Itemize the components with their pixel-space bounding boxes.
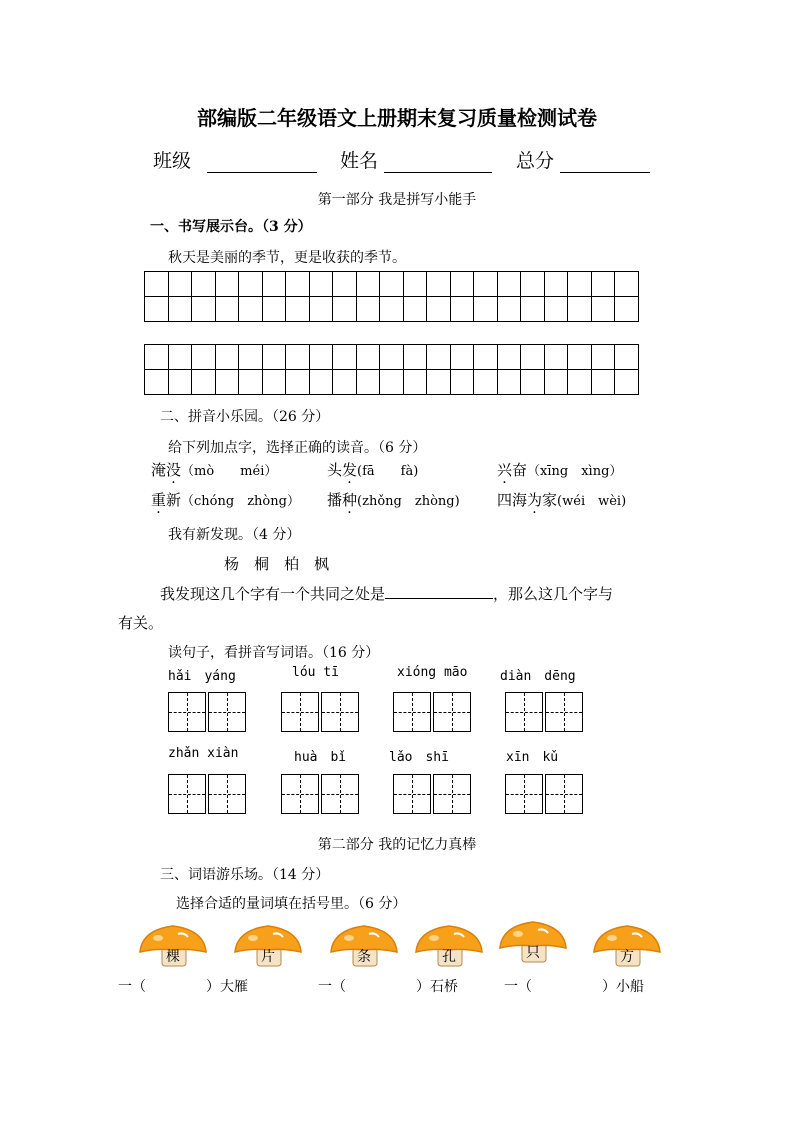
tree-characters: 杨 桐 柏 枫 xyxy=(224,555,330,573)
class-blank[interactable] xyxy=(207,154,317,173)
name-label: 姓名 xyxy=(340,150,379,172)
dotted-character: 为 xyxy=(527,491,543,509)
mushroom-icon xyxy=(233,924,303,964)
discover-text-b: ，那么这几个字与 xyxy=(493,585,614,603)
class-field xyxy=(153,146,317,173)
blank-3-prefix: 一（ xyxy=(504,979,532,995)
mushroom-icon xyxy=(592,924,662,964)
measure-word[interactable]: 孔 xyxy=(442,949,456,965)
grid-cell[interactable] xyxy=(568,345,592,370)
tian-box-6[interactable] xyxy=(281,774,359,814)
grid-cell[interactable] xyxy=(615,345,639,370)
grid-cell[interactable] xyxy=(403,370,427,395)
section2-q2: 我有新发现。（4 分） xyxy=(168,527,301,543)
grid-cell[interactable] xyxy=(474,272,498,297)
grid-cell[interactable] xyxy=(168,370,192,395)
score-blank[interactable] xyxy=(560,154,650,173)
mushroom-icon xyxy=(414,924,484,964)
word-text: 家 xyxy=(542,491,558,509)
pronunciation-options[interactable]: (wéi wèi) xyxy=(557,494,627,509)
grid-cell[interactable] xyxy=(262,272,286,297)
measure-word[interactable]: 条 xyxy=(357,949,371,965)
pinyin-6: huà bǐ xyxy=(294,750,347,765)
word-text: 淹 xyxy=(151,461,167,479)
grid-cell[interactable] xyxy=(333,370,357,395)
grid-cell[interactable] xyxy=(380,297,404,322)
grid-cell[interactable] xyxy=(286,272,310,297)
measure-word[interactable]: 只 xyxy=(526,945,540,961)
section2-q3: 读句子，看拼音写词语。（16 分） xyxy=(168,645,380,661)
pinyin-3: xióng māo xyxy=(397,665,468,680)
grid-cell[interactable] xyxy=(239,370,263,395)
word-text: 四海 xyxy=(497,491,528,509)
discover-text-c: 有关。 xyxy=(118,614,164,632)
grid-cell[interactable] xyxy=(262,370,286,395)
grid-cell[interactable] xyxy=(380,345,404,370)
grid-cell[interactable] xyxy=(262,345,286,370)
grid-cell[interactable] xyxy=(356,272,380,297)
grid-cell[interactable] xyxy=(262,297,286,322)
grid-cell[interactable] xyxy=(333,272,357,297)
grid-cell[interactable] xyxy=(333,345,357,370)
reading-item xyxy=(151,489,300,510)
blank-2[interactable] xyxy=(318,976,458,996)
grid-cell[interactable] xyxy=(568,370,592,395)
blank-2-prefix: 一（ xyxy=(318,979,346,995)
reading-item xyxy=(497,459,622,480)
grid-cell[interactable] xyxy=(474,370,498,395)
grid-cell[interactable] xyxy=(215,370,239,395)
grid-cell[interactable] xyxy=(239,272,263,297)
dotted-character: 兴 xyxy=(497,461,513,479)
section1-heading: 一、书写展示台。（3 分） xyxy=(150,219,312,235)
pinyin-2: lóu tī xyxy=(292,665,339,680)
grid-cell[interactable] xyxy=(309,272,333,297)
reading-item xyxy=(497,489,626,510)
grid-cell[interactable] xyxy=(427,297,451,322)
grid-cell[interactable] xyxy=(474,297,498,322)
grid-cell[interactable] xyxy=(145,345,169,370)
grid-cell[interactable] xyxy=(615,297,639,322)
grid-cell[interactable] xyxy=(427,345,451,370)
reading-item xyxy=(151,459,277,480)
grid-cell[interactable] xyxy=(568,272,592,297)
grid-cell[interactable] xyxy=(568,297,592,322)
tian-box-5[interactable] xyxy=(168,774,246,814)
grid-cell[interactable] xyxy=(427,370,451,395)
measure-word[interactable]: 片 xyxy=(261,949,275,965)
grid-cell[interactable] xyxy=(333,297,357,322)
pronunciation-options[interactable]: (fā fà) xyxy=(357,464,419,479)
grid-cell[interactable] xyxy=(497,272,521,297)
grid-cell[interactable] xyxy=(403,345,427,370)
grid-cell[interactable] xyxy=(591,297,615,322)
pinyin-4: diàn dēng xyxy=(500,669,576,684)
grid-cell[interactable] xyxy=(192,345,216,370)
blank-2-suffix: ）石桥 xyxy=(416,979,458,995)
mushroom-icon xyxy=(138,924,208,964)
tian-box-4[interactable] xyxy=(505,692,583,732)
grid-cell[interactable] xyxy=(591,370,615,395)
score-field xyxy=(516,146,650,173)
tian-box-7[interactable] xyxy=(393,774,471,814)
name-blank[interactable] xyxy=(384,154,492,173)
writing-grid-2[interactable] xyxy=(144,344,639,395)
grid-cell[interactable] xyxy=(521,370,545,395)
grid-cell[interactable] xyxy=(356,370,380,395)
blank-3[interactable] xyxy=(504,976,644,996)
mushroom-icon xyxy=(329,924,399,964)
name-field xyxy=(340,146,492,173)
blank-1-prefix: 一（ xyxy=(118,979,146,995)
section2-heading: 二、拼音小乐园。（26 分） xyxy=(160,409,330,425)
grid-cell[interactable] xyxy=(497,370,521,395)
grid-cell[interactable] xyxy=(544,370,568,395)
reading-item xyxy=(327,489,460,510)
tian-box-8[interactable] xyxy=(505,774,583,814)
grid-cell[interactable] xyxy=(591,272,615,297)
grid-cell[interactable] xyxy=(215,272,239,297)
part1-title: 第一部分 我是拼写小能手 xyxy=(317,192,477,208)
grid-cell[interactable] xyxy=(450,345,474,370)
grid-cell[interactable] xyxy=(403,272,427,297)
grid-cell[interactable] xyxy=(286,297,310,322)
section2-q1: 给下列加点字，选择正确的读音。（6 分） xyxy=(168,440,427,456)
grid-cell[interactable] xyxy=(145,297,169,322)
discover-blank[interactable] xyxy=(385,584,493,599)
grid-cell[interactable] xyxy=(427,272,451,297)
tian-box-2[interactable] xyxy=(281,692,359,732)
grid-cell[interactable] xyxy=(497,297,521,322)
grid-cell[interactable] xyxy=(309,345,333,370)
grid-cell[interactable] xyxy=(380,370,404,395)
grid-cell[interactable] xyxy=(192,297,216,322)
part2-title: 第二部分 我的记忆力真棒 xyxy=(317,837,477,853)
pinyin-1: hǎi yáng xyxy=(168,669,236,684)
pinyin-8: xīn kǔ xyxy=(506,750,559,765)
grid-cell[interactable] xyxy=(380,272,404,297)
reading-item xyxy=(327,459,418,480)
grid-cell[interactable] xyxy=(521,345,545,370)
section3-q1: 选择合适的量词填在括号里。（6 分） xyxy=(176,896,407,912)
grid-cell[interactable] xyxy=(403,297,427,322)
grid-cell[interactable] xyxy=(192,272,216,297)
section1-sentence: 秋天是美丽的季节，更是收获的季节。 xyxy=(168,250,406,266)
grid-cell[interactable] xyxy=(544,345,568,370)
dotted-character: 种 xyxy=(342,491,358,509)
grid-cell[interactable] xyxy=(286,345,310,370)
measure-word[interactable]: 棵 xyxy=(166,949,180,965)
grid-cell[interactable] xyxy=(192,370,216,395)
score-label: 总分 xyxy=(516,150,555,172)
writing-grid-1[interactable] xyxy=(144,271,639,322)
grid-cell[interactable] xyxy=(450,370,474,395)
class-label: 班级 xyxy=(153,150,192,172)
discover-text-a: 我发现这几个字有一个共同之处是 xyxy=(160,585,386,603)
grid-cell[interactable] xyxy=(474,345,498,370)
grid-cell[interactable] xyxy=(521,297,545,322)
pronunciation-options[interactable]: （chóng zhòng） xyxy=(181,494,300,509)
blank-1-suffix: ）大雁 xyxy=(206,979,248,995)
grid-cell[interactable] xyxy=(168,345,192,370)
blank-1[interactable] xyxy=(118,976,248,996)
section3-heading: 三、词语游乐场。（14 分） xyxy=(160,867,330,883)
dotted-character: 发 xyxy=(342,461,358,479)
dotted-character: 重 xyxy=(151,491,167,509)
grid-cell[interactable] xyxy=(215,297,239,322)
word-text: 奋 xyxy=(512,461,528,479)
discover-line xyxy=(160,583,613,604)
grid-cell[interactable] xyxy=(544,297,568,322)
grid-cell[interactable] xyxy=(215,345,239,370)
grid-cell[interactable] xyxy=(521,272,545,297)
word-text: 头 xyxy=(327,461,343,479)
grid-cell[interactable] xyxy=(286,370,310,395)
grid-cell[interactable] xyxy=(239,345,263,370)
grid-cell[interactable] xyxy=(356,345,380,370)
grid-cell[interactable] xyxy=(450,272,474,297)
grid-cell[interactable] xyxy=(309,370,333,395)
grid-cell[interactable] xyxy=(615,370,639,395)
grid-cell[interactable] xyxy=(356,297,380,322)
blank-3-suffix: ）小船 xyxy=(602,979,644,995)
grid-cell[interactable] xyxy=(615,272,639,297)
grid-cell[interactable] xyxy=(544,272,568,297)
grid-cell[interactable] xyxy=(450,297,474,322)
tian-box-3[interactable] xyxy=(393,692,471,732)
word-text: 新 xyxy=(166,491,182,509)
grid-cell[interactable] xyxy=(591,345,615,370)
pronunciation-options[interactable]: （mò méi） xyxy=(181,464,278,479)
pronunciation-options[interactable]: （xīng xìng） xyxy=(527,464,623,479)
measure-word[interactable]: 方 xyxy=(620,949,634,965)
grid-cell[interactable] xyxy=(239,297,263,322)
grid-cell[interactable] xyxy=(168,272,192,297)
grid-cell[interactable] xyxy=(497,345,521,370)
tian-box-1[interactable] xyxy=(168,692,246,732)
grid-cell[interactable] xyxy=(309,297,333,322)
pinyin-7: lǎo shī xyxy=(389,750,449,765)
mushroom-icon xyxy=(498,920,568,960)
pronunciation-options[interactable]: (zhǒng zhòng) xyxy=(357,494,460,509)
grid-cell[interactable] xyxy=(145,272,169,297)
dotted-character: 没 xyxy=(166,461,182,479)
grid-cell[interactable] xyxy=(168,297,192,322)
page-title: 部编版二年级语文上册期末复习质量检测试卷 xyxy=(197,106,597,130)
grid-cell[interactable] xyxy=(145,370,169,395)
pinyin-5: zhǎn xiàn xyxy=(168,746,239,761)
word-text: 播 xyxy=(327,491,343,509)
